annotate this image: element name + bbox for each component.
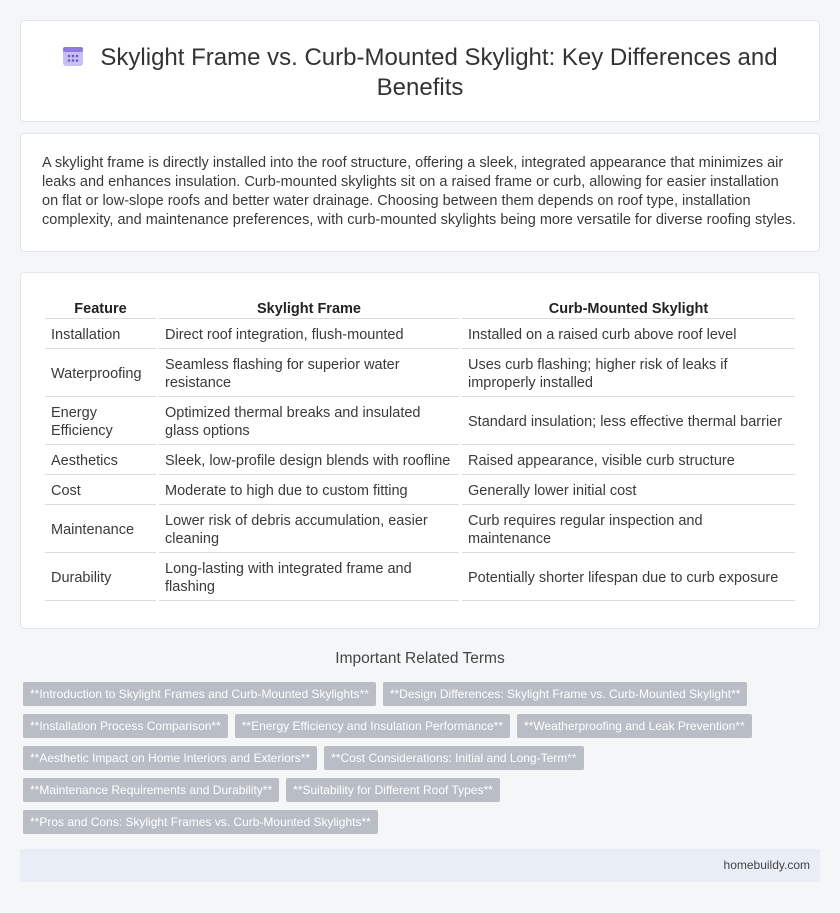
table-row (45, 447, 795, 475)
cell-curb-mounted: Installed on a raised curb above roof level (462, 321, 795, 349)
cell-skylight-frame: Seamless flashing for superior water resistance (159, 351, 459, 397)
related-term-tag[interactable]: **Energy Efficiency and Insulation Performance** (235, 714, 510, 738)
cell-feature: Installation (45, 321, 156, 349)
intro-card (20, 133, 820, 252)
page-title-text: Skylight Frame vs. Curb-Mounted Skylight: Key Differences and Benefits (100, 44, 778, 101)
comparison-table (42, 295, 798, 603)
title-card (20, 20, 820, 122)
cell-curb-mounted: Generally lower initial cost (462, 477, 795, 505)
header-skylight-frame: Skylight Frame (159, 297, 459, 319)
related-term-tag[interactable]: **Introduction to Skylight Frames and Curb-Mounted Skylights** (23, 682, 376, 706)
calendar-grid-icon (62, 45, 84, 67)
cell-skylight-frame: Direct roof integration, flush-mounted (159, 321, 459, 349)
related-terms-title: Important Related Terms (335, 650, 505, 667)
footer (20, 849, 820, 882)
table-row (45, 399, 795, 445)
table-header-row (45, 297, 795, 319)
cell-skylight-frame: Sleek, low-profile design blends with roofline (159, 447, 459, 475)
footer-site-link[interactable]: homebuildy.com (723, 858, 810, 872)
cell-feature: Waterproofing (45, 351, 156, 397)
cell-curb-mounted: Uses curb flashing; higher risk of leaks if improperly installed (462, 351, 795, 397)
cell-skylight-frame: Optimized thermal breaks and insulated glass options (159, 399, 459, 445)
cell-curb-mounted: Curb requires regular inspection and maintenance (462, 507, 795, 553)
comparison-card (20, 272, 820, 629)
related-term-tag[interactable]: **Cost Considerations: Initial and Long-Term** (324, 746, 583, 770)
cell-feature: Cost (45, 477, 156, 505)
intro-paragraph: A skylight frame is directly installed into the roof structure, offering a sleek, integrated appearance that minimizes air leaks and enhances insulation. Curb-mounted skylights sit on a raised frame or curb, allowing for easier installation on flat or low-slope roofs and better water drainage. Choosing between them depends on roof type, installation complexity, and maintenance preferences, with curb-mounted skylights being more versatile for diverse roofing styles. (42, 155, 797, 228)
header-feature: Feature (45, 297, 156, 319)
cell-feature: Aesthetics (45, 447, 156, 475)
cell-skylight-frame: Moderate to high due to custom fitting (159, 477, 459, 505)
header-curb-mounted: Curb-Mounted Skylight (462, 297, 795, 319)
cell-feature: Durability (45, 555, 156, 601)
cell-curb-mounted: Standard insulation; less effective thermal barrier (462, 399, 795, 445)
related-term-tag[interactable]: **Maintenance Requirements and Durability** (23, 778, 279, 802)
table-row (45, 321, 795, 349)
cell-skylight-frame: Lower risk of debris accumulation, easier cleaning (159, 507, 459, 553)
cell-skylight-frame: Long-lasting with integrated frame and flashing (159, 555, 459, 601)
related-term-tag[interactable]: **Installation Process Comparison** (23, 714, 228, 738)
table-row (45, 351, 795, 397)
page-title (61, 43, 779, 103)
cell-curb-mounted: Potentially shorter lifespan due to curb exposure (462, 555, 795, 601)
table-row (45, 555, 795, 601)
related-term-tag[interactable]: **Weatherproofing and Leak Prevention** (517, 714, 752, 738)
related-term-tag[interactable]: **Pros and Cons: Skylight Frames vs. Curb-Mounted Skylights** (23, 810, 378, 834)
cell-feature: Maintenance (45, 507, 156, 553)
related-term-tag[interactable]: **Aesthetic Impact on Home Interiors and Exteriors** (23, 746, 317, 770)
related-terms-list (23, 682, 803, 834)
table-row (45, 507, 795, 553)
table-row (45, 477, 795, 505)
cell-curb-mounted: Raised appearance, visible curb structure (462, 447, 795, 475)
cell-feature: Energy Efficiency (45, 399, 156, 445)
related-term-tag[interactable]: **Suitability for Different Roof Types** (286, 778, 500, 802)
related-term-tag[interactable]: **Design Differences: Skylight Frame vs. Curb-Mounted Skylight** (383, 682, 748, 706)
